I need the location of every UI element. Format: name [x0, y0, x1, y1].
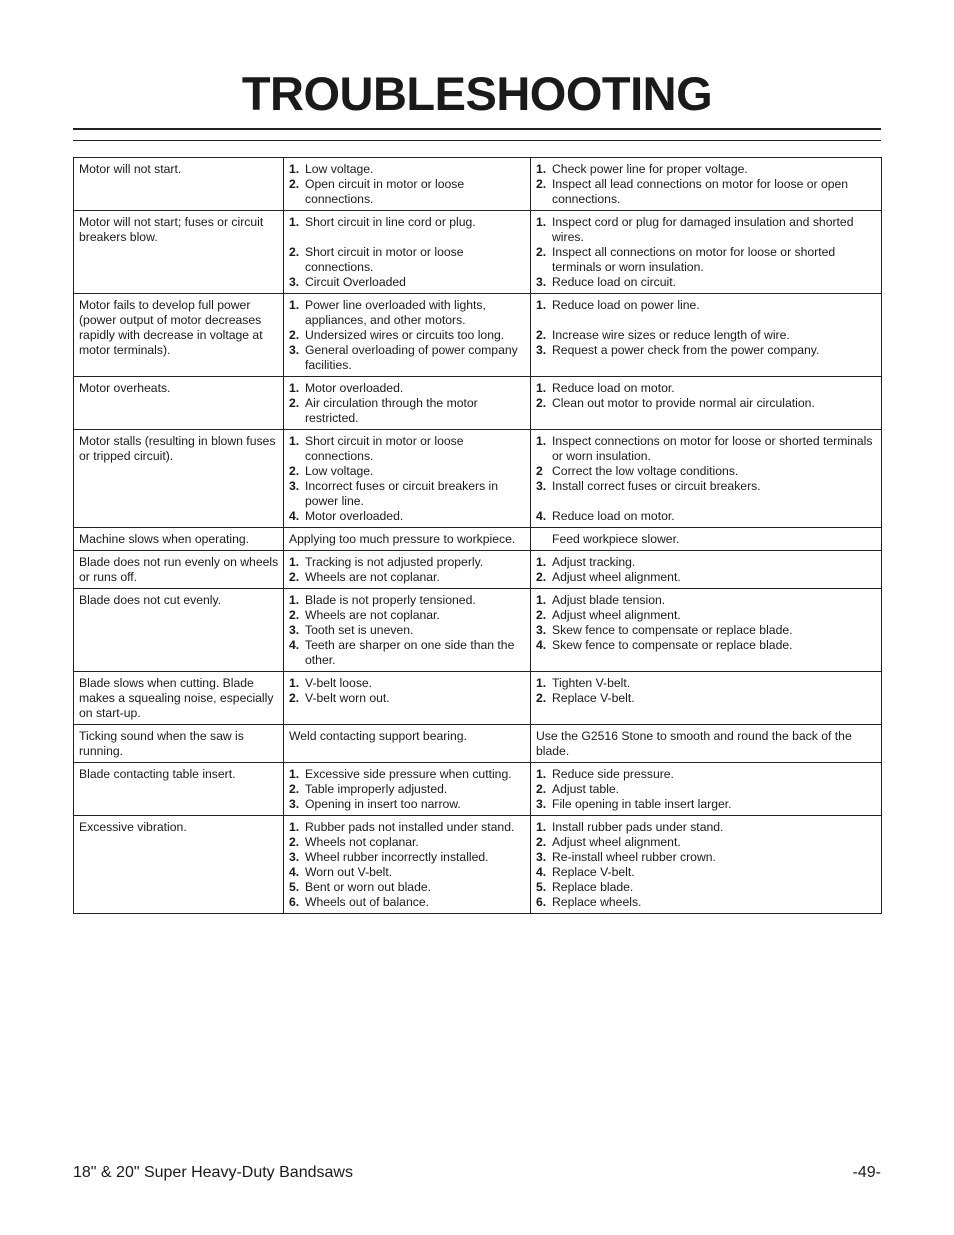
solution-text: Use the G2516 Stone to smooth and round the back of the blade. — [536, 729, 852, 758]
solution-text: Replace V-belt. — [552, 691, 635, 705]
solution-item — [536, 729, 877, 759]
solution-number: 3. — [536, 797, 547, 811]
cause-item — [289, 570, 526, 585]
cause-text: Incorrect fuses or circuit breakers in power line. — [305, 479, 499, 508]
cause-spacer — [289, 230, 526, 245]
solution-text: Reduce load on motor. — [552, 381, 675, 395]
cause-text: General overloading of power company facilities. — [305, 343, 518, 372]
cause-number: 6. — [289, 895, 300, 909]
solution-item — [536, 532, 877, 547]
solution-text: Inspect cord or plug for damaged insulation and shorted wires. — [552, 215, 854, 244]
solution-cell — [531, 158, 882, 211]
footer-manual-title: 18" & 20" Super Heavy-Duty Bandsaws — [73, 1164, 353, 1181]
solution-text: Adjust table. — [552, 782, 620, 796]
cause-item — [289, 767, 526, 782]
solution-text: File opening in table insert larger. — [552, 797, 732, 811]
solution-item — [536, 328, 877, 343]
cause-text: Undersized wires or circuits too long. — [305, 328, 505, 342]
title-rule-bottom — [73, 140, 881, 141]
cause-item — [289, 676, 526, 691]
solution-item — [536, 608, 877, 623]
solution-number: 4. — [536, 509, 547, 523]
cause-item — [289, 608, 526, 623]
cause-cell — [284, 211, 531, 294]
solution-number: 6. — [536, 895, 547, 909]
cause-text: V-belt loose. — [305, 676, 373, 690]
symptom-cell: Machine slows when operating. — [74, 528, 284, 551]
solution-text: Skew fence to compensate or replace blade. — [552, 638, 793, 652]
cause-text: Excessive side pressure when cutting. — [305, 767, 512, 781]
table-row — [74, 725, 882, 763]
solution-number: 3. — [536, 850, 547, 864]
solution-number: 3. — [536, 343, 547, 357]
solution-item — [536, 343, 877, 358]
cause-number: 3. — [289, 343, 300, 357]
cause-number: 4. — [289, 509, 300, 523]
solution-number: 2. — [536, 691, 547, 705]
table-row — [74, 430, 882, 528]
cause-number: 1. — [289, 215, 300, 229]
solution-cell — [531, 528, 882, 551]
cause-text: Tooth set is uneven. — [305, 623, 414, 637]
cause-text: Weld contacting support bearing. — [289, 729, 467, 743]
solution-text: Request a power check from the power company. — [552, 343, 820, 357]
solution-item — [536, 638, 877, 653]
symptom-cell: Motor overheats. — [74, 377, 284, 430]
cause-text: Bent or worn out blade. — [305, 880, 432, 894]
solution-number: 1. — [536, 298, 547, 312]
cause-item — [289, 328, 526, 343]
solution-cell — [531, 430, 882, 528]
symptom-cell: Motor fails to develop full power (power output of motor decreases rapidly with decrease in voltage at motor terminals). — [74, 294, 284, 377]
solution-text: Install correct fuses or circuit breakers. — [552, 479, 761, 493]
cause-number: 3. — [289, 275, 300, 289]
solution-item — [536, 797, 877, 812]
solution-text: Replace wheels. — [552, 895, 642, 909]
solution-text: Replace V-belt. — [552, 865, 635, 879]
solution-cell — [531, 551, 882, 589]
solution-item — [536, 298, 877, 313]
cause-number: 1. — [289, 820, 300, 834]
troubleshooting-table-body — [74, 158, 882, 914]
solution-number: 3. — [536, 623, 547, 637]
solution-spacer — [536, 313, 877, 328]
solution-spacer — [536, 494, 877, 509]
cause-text: Short circuit in motor or loose connections. — [305, 434, 464, 463]
cause-cell — [284, 430, 531, 528]
cause-number: 1. — [289, 767, 300, 781]
solution-number: 1. — [536, 162, 547, 176]
solution-text: Inspect all connections on motor for loose or shorted terminals or worn insulation. — [552, 245, 836, 274]
cause-number: 2. — [289, 245, 300, 259]
solution-text: Increase wire sizes or reduce length of wire. — [552, 328, 790, 342]
cause-number: 3. — [289, 797, 300, 811]
table-row — [74, 551, 882, 589]
cause-text: Blade is not properly tensioned. — [305, 593, 476, 607]
troubleshooting-table — [73, 157, 882, 914]
cause-text: Motor overloaded. — [305, 509, 404, 523]
cause-text: Wheels out of balance. — [305, 895, 429, 909]
solution-item — [536, 593, 877, 608]
table-row — [74, 763, 882, 816]
cause-cell — [284, 763, 531, 816]
cause-text: Short circuit in motor or loose connections. — [305, 245, 464, 274]
solution-cell — [531, 589, 882, 672]
solution-number: 1. — [536, 767, 547, 781]
cause-number: 3. — [289, 850, 300, 864]
solution-text: Reduce side pressure. — [552, 767, 674, 781]
cause-item — [289, 215, 526, 230]
solution-number: 1. — [536, 381, 547, 395]
solution-text: Install rubber pads under stand. — [552, 820, 724, 834]
solution-item — [536, 767, 877, 782]
cause-number: 1. — [289, 593, 300, 607]
solution-item — [536, 880, 877, 895]
cause-number: 1. — [289, 298, 300, 312]
cause-text: Wheel rubber incorrectly installed. — [305, 850, 489, 864]
solution-item — [536, 555, 877, 570]
cause-number: 4. — [289, 638, 300, 652]
solution-number: 2. — [536, 608, 547, 622]
solution-number: 2. — [536, 570, 547, 584]
cause-cell — [284, 551, 531, 589]
cause-number: 2. — [289, 608, 300, 622]
symptom-cell: Ticking sound when the saw is running. — [74, 725, 284, 763]
solution-item — [536, 850, 877, 865]
cause-item — [289, 381, 526, 396]
solution-text: Reduce load on circuit. — [552, 275, 676, 289]
cause-item — [289, 623, 526, 638]
cause-text: Motor overloaded. — [305, 381, 404, 395]
solution-number: 1. — [536, 215, 547, 229]
solution-number: 1. — [536, 555, 547, 569]
symptom-cell: Blade does not cut evenly. — [74, 589, 284, 672]
cause-item — [289, 820, 526, 835]
solution-number: 2. — [536, 782, 547, 796]
cause-item — [289, 835, 526, 850]
solution-text: Correct the low voltage conditions. — [552, 464, 739, 478]
cause-item — [289, 782, 526, 797]
solution-text: Adjust wheel alignment. — [552, 835, 681, 849]
solution-item — [536, 177, 877, 207]
cause-text: Air circulation through the motor restricted. — [305, 396, 478, 425]
cause-item — [289, 479, 526, 509]
cause-number: 5. — [289, 880, 300, 894]
solution-item — [536, 782, 877, 797]
cause-item — [289, 343, 526, 373]
cause-item — [289, 298, 526, 328]
table-row — [74, 294, 882, 377]
cause-number: 2. — [289, 464, 300, 478]
solution-number: 4. — [536, 638, 547, 652]
cause-item — [289, 275, 526, 290]
solution-cell — [531, 211, 882, 294]
solution-item — [536, 509, 877, 524]
cause-number: 2. — [289, 396, 300, 410]
solution-text: Adjust tracking. — [552, 555, 636, 569]
cause-text: Applying too much pressure to workpiece. — [289, 532, 516, 546]
cause-text: Low voltage. — [305, 162, 374, 176]
cause-item — [289, 850, 526, 865]
cause-item — [289, 638, 526, 668]
cause-item — [289, 532, 526, 547]
solution-number: 1. — [536, 593, 547, 607]
solution-number: 2. — [536, 328, 547, 342]
cause-text: Short circuit in line cord or plug. — [305, 215, 476, 229]
solution-number: 1. — [536, 820, 547, 834]
cause-cell — [284, 589, 531, 672]
solution-item — [536, 895, 877, 910]
solution-number: 3. — [536, 479, 547, 493]
table-row — [74, 158, 882, 211]
footer-page-number: -49- — [852, 1164, 881, 1181]
cause-number: 1. — [289, 381, 300, 395]
solution-item — [536, 865, 877, 880]
cause-item — [289, 509, 526, 524]
solution-number: 2. — [536, 245, 547, 259]
solution-item — [536, 381, 877, 396]
cause-text: Circuit Overloaded — [305, 275, 406, 289]
cause-text: Rubber pads not installed under stand. — [305, 820, 515, 834]
cause-number: 2. — [289, 570, 300, 584]
cause-text: Wheels not coplanar. — [305, 835, 419, 849]
solution-text: Check power line for proper voltage. — [552, 162, 748, 176]
solution-item — [536, 820, 877, 835]
cause-item — [289, 797, 526, 812]
symptom-cell: Blade contacting table insert. — [74, 763, 284, 816]
solution-item — [536, 245, 877, 275]
symptom-cell: Motor stalls (resulting in blown fuses or tripped circuit). — [74, 430, 284, 528]
solution-text: Tighten V-belt. — [552, 676, 631, 690]
solution-cell — [531, 672, 882, 725]
page-title: TROUBLESHOOTING — [241, 67, 713, 120]
solution-number: 2. — [536, 177, 547, 191]
cause-number: 3. — [289, 623, 300, 637]
solution-item — [536, 434, 877, 464]
solution-text: Adjust blade tension. — [552, 593, 666, 607]
solution-number: 4. — [536, 865, 547, 879]
cause-number: 2. — [289, 328, 300, 342]
table-row — [74, 528, 882, 551]
cause-cell — [284, 528, 531, 551]
solution-text: Feed workpiece slower. — [552, 532, 680, 546]
cause-number: 1. — [289, 555, 300, 569]
title-rule-top — [73, 128, 881, 130]
symptom-cell: Blade does not run evenly on wheels or runs off. — [74, 551, 284, 589]
cause-text: Low voltage. — [305, 464, 374, 478]
solution-cell — [531, 763, 882, 816]
cause-number: 4. — [289, 865, 300, 879]
solution-cell — [531, 377, 882, 430]
cause-cell — [284, 816, 531, 914]
cause-text: Open circuit in motor or loose connections. — [305, 177, 465, 206]
cause-text: Opening in insert too narrow. — [305, 797, 461, 811]
solution-text: Reduce load on motor. — [552, 509, 675, 523]
cause-item — [289, 895, 526, 910]
cause-item — [289, 245, 526, 275]
cause-number: 3. — [289, 479, 300, 493]
solution-text: Adjust wheel alignment. — [552, 608, 681, 622]
cause-item — [289, 464, 526, 479]
cause-text: Teeth are sharper on one side than the other. — [305, 638, 515, 667]
solution-number: 2. — [536, 396, 547, 410]
cause-item — [289, 396, 526, 426]
solution-item — [536, 162, 877, 177]
solution-text: Reduce load on power line. — [552, 298, 700, 312]
solution-text: Adjust wheel alignment. — [552, 570, 681, 584]
cause-item — [289, 691, 526, 706]
solution-item — [536, 464, 877, 479]
cause-item — [289, 434, 526, 464]
table-row — [74, 816, 882, 914]
symptom-cell: Motor will not start; fuses or circuit breakers blow. — [74, 211, 284, 294]
solution-cell — [531, 725, 882, 763]
solution-item — [536, 396, 877, 411]
solution-number: 1. — [536, 434, 547, 448]
cause-text: V-belt worn out. — [305, 691, 390, 705]
solution-cell — [531, 294, 882, 377]
cause-text: Wheels are not coplanar. — [305, 608, 440, 622]
symptom-cell: Excessive vibration. — [74, 816, 284, 914]
cause-item — [289, 555, 526, 570]
cause-item — [289, 162, 526, 177]
cause-item — [289, 593, 526, 608]
solution-text: Replace blade. — [552, 880, 634, 894]
solution-item — [536, 570, 877, 585]
solution-cell — [531, 816, 882, 914]
table-row — [74, 377, 882, 430]
cause-number: 1. — [289, 676, 300, 690]
solution-item — [536, 215, 877, 245]
table-row — [74, 589, 882, 672]
solution-text: Inspect connections on motor for loose or shorted terminals or worn insulation. — [552, 434, 873, 463]
cause-text: Table improperly adjusted. — [305, 782, 448, 796]
solution-item — [536, 676, 877, 691]
solution-text: Skew fence to compensate or replace blade. — [552, 623, 793, 637]
table-row — [74, 672, 882, 725]
solution-number: 1. — [536, 676, 547, 690]
solution-item — [536, 623, 877, 638]
solution-item — [536, 479, 877, 494]
cause-cell — [284, 294, 531, 377]
solution-number: 2. — [536, 835, 547, 849]
cause-item — [289, 880, 526, 895]
cause-text: Tracking is not adjusted properly. — [305, 555, 484, 569]
cause-text: Power line overloaded with lights, appliances, and other motors. — [305, 298, 486, 327]
solution-item — [536, 835, 877, 850]
solution-number: 3. — [536, 275, 547, 289]
cause-item — [289, 865, 526, 880]
cause-cell — [284, 377, 531, 430]
cause-number: 2. — [289, 835, 300, 849]
cause-number: 1. — [289, 434, 300, 448]
cause-text: Wheels are not coplanar. — [305, 570, 440, 584]
solution-number: 2 — [536, 464, 543, 478]
solution-text: Inspect all lead connections on motor for loose or open connections. — [552, 177, 849, 206]
symptom-cell: Blade slows when cutting. Blade makes a squealing noise, especially on start-up. — [74, 672, 284, 725]
cause-item — [289, 729, 526, 744]
table-row — [74, 211, 882, 294]
cause-number: 2. — [289, 782, 300, 796]
solution-number: 5. — [536, 880, 547, 894]
solution-item — [536, 275, 877, 290]
cause-cell — [284, 725, 531, 763]
cause-number: 2. — [289, 177, 300, 191]
cause-number: 1. — [289, 162, 300, 176]
solution-item — [536, 691, 877, 706]
solution-text: Re-install wheel rubber crown. — [552, 850, 716, 864]
symptom-cell: Motor will not start. — [74, 158, 284, 211]
cause-cell — [284, 672, 531, 725]
cause-cell — [284, 158, 531, 211]
cause-text: Worn out V-belt. — [305, 865, 393, 879]
cause-item — [289, 177, 526, 207]
cause-number: 2. — [289, 691, 300, 705]
solution-text: Clean out motor to provide normal air circulation. — [552, 396, 815, 410]
